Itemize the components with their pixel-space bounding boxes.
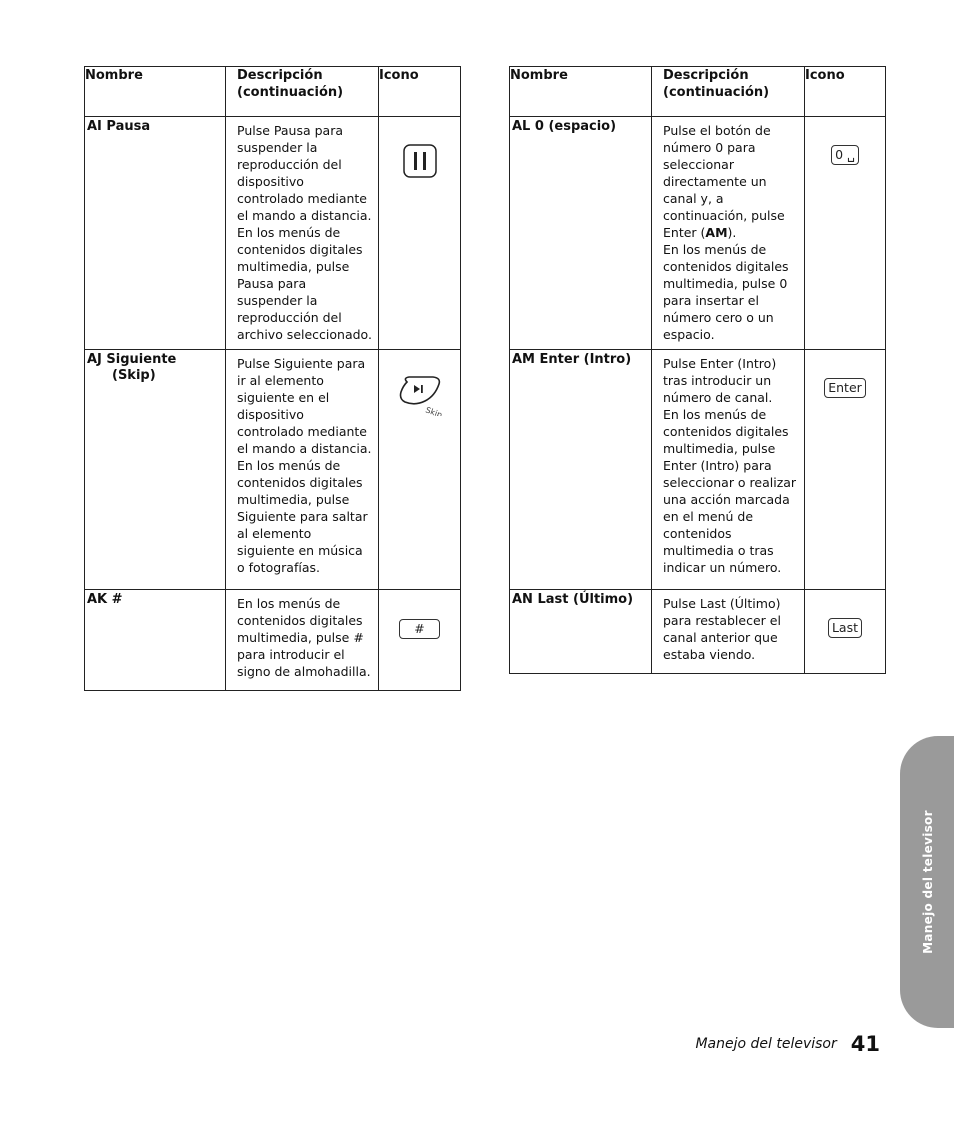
table-row: [510, 350, 886, 590]
table-row: [85, 117, 461, 350]
hash-button-icon: #: [399, 619, 439, 639]
skip-icon: [395, 372, 445, 416]
row-name: AI Pausa: [85, 117, 226, 350]
svg-text:Skip: Skip: [423, 405, 443, 416]
row-description: Pulse Enter (Intro) tras introducir un número de canal. En los menús de contenidos digitales multimedia, pulse Enter (Intro) para seleccionar o realizar una acción marcada en el menú de contenidos multimedia o tras indicar un número.: [652, 350, 805, 590]
row-icon: [805, 117, 886, 350]
header-descripcion: Descripción (continuación): [652, 67, 805, 117]
row-name: AL 0 (espacio): [510, 117, 652, 350]
last-button-icon: Last: [828, 618, 862, 638]
table-row: [85, 590, 461, 691]
page-number: 41: [850, 1032, 880, 1056]
side-tab-label: Manejo del televisor: [921, 810, 935, 954]
row-icon: [379, 117, 461, 350]
page-footer: [600, 1032, 880, 1056]
header-descripcion: Descripción (continuación): [226, 67, 379, 117]
pause-icon: [402, 143, 438, 179]
row-description: Pulse Pausa para suspender la reproducción del dispositivo controlado mediante el mando a distancia. En los menús de contenidos digitales multimedia, pulse Pausa para suspender la reproducción del archivo seleccionado.: [226, 117, 379, 350]
row-icon: [379, 590, 461, 691]
header-icono: Icono: [379, 67, 461, 117]
row-icon: [805, 350, 886, 590]
table-row: [510, 117, 886, 350]
table-header-row: [510, 67, 886, 117]
header-nombre: Nombre: [85, 67, 226, 117]
header-nombre: Nombre: [510, 67, 652, 117]
zero-space-button-icon: 0 ␣: [831, 145, 859, 165]
row-description: Pulse Last (Último) para restablecer el canal anterior que estaba viendo.: [652, 590, 805, 674]
footer-title: Manejo del televisor: [695, 1036, 837, 1052]
table-row: [85, 350, 461, 590]
row-name: AM Enter (Intro): [510, 350, 652, 590]
row-description: Pulse el botón de número 0 para seleccionar directamente un canal y, a continuación, pulse Enter (AM). En los menús de contenidos digitales multimedia, pulse 0 para insertar el número cero o un espacio.: [652, 117, 805, 350]
table-header-row: [85, 67, 461, 117]
chapter-side-tab: [900, 736, 954, 1028]
table-row: [510, 590, 886, 674]
header-icono: Icono: [805, 67, 886, 117]
right-remote-table: [509, 66, 886, 674]
left-remote-table: [84, 66, 461, 691]
row-description: Pulse Siguiente para ir al elemento siguiente en el dispositivo controlado mediante el mando a distancia. En los menús de contenidos digitales multimedia, pulse Siguiente para saltar al elemento siguiente en música o fotografías.: [226, 350, 379, 590]
row-icon: [379, 350, 461, 590]
row-name: AN Last (Último): [510, 590, 652, 674]
enter-button-icon: Enter: [824, 378, 866, 398]
row-icon: [805, 590, 886, 674]
row-name: AJ Siguiente (Skip): [85, 350, 226, 590]
row-name: AK #: [85, 590, 226, 691]
row-description: En los menús de contenidos digitales multimedia, pulse # para introducir el signo de almohadilla.: [226, 590, 379, 691]
